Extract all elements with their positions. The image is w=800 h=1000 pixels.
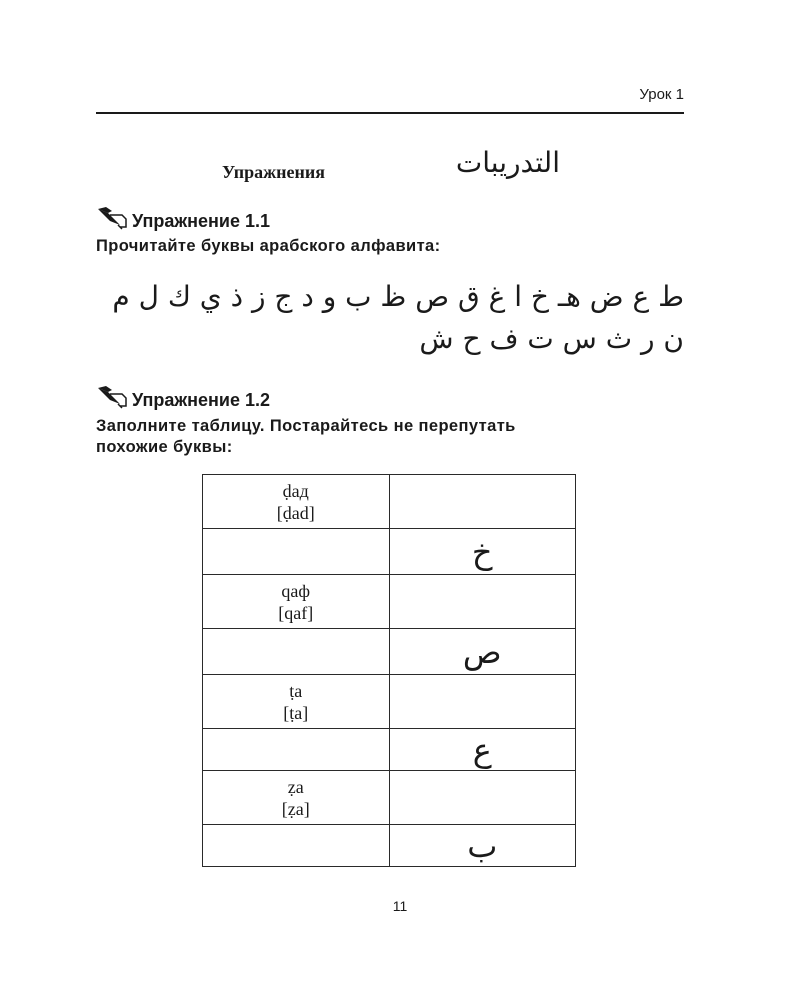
- letter-name: ḍад: [282, 480, 309, 501]
- exercise-1-instruction: Прочитайте буквы арабского алфавита:: [96, 237, 441, 255]
- letter-transliteration: [ṭa]: [283, 702, 309, 723]
- letter-name: ẓa: [287, 776, 304, 797]
- exercise-1-heading: [96, 205, 270, 231]
- table-row: [203, 629, 576, 675]
- table-row: [203, 475, 576, 529]
- arabic-alphabet-line-1: ط ع ض هـ خ ا غ ق ص ظ ب و د ج ز ذ ي ك ل م: [112, 280, 684, 313]
- table-row: [203, 529, 576, 575]
- table-cell-name: [203, 629, 390, 675]
- table-cell-letter: [389, 475, 576, 529]
- section-title-arabic: التدريبات: [455, 146, 560, 179]
- table-cell-letter: ب: [389, 825, 576, 867]
- table-row: [203, 771, 576, 825]
- table-cell-letter: [389, 675, 576, 729]
- arabic-alphabet-line-2: ن ر ث س ت ف ح ش: [419, 322, 684, 355]
- table-row: [203, 575, 576, 629]
- header-rule: [96, 112, 684, 114]
- exercise-1-title: Упражнение 1.1: [132, 211, 271, 231]
- table-cell-name: [203, 575, 390, 629]
- table-cell-name: [203, 675, 390, 729]
- table-cell-letter: [389, 575, 576, 629]
- letter-name: ṭa: [289, 680, 303, 701]
- table-cell-name: [203, 475, 390, 529]
- pencil-icon: [96, 384, 130, 410]
- table-cell-letter: ع: [389, 729, 576, 771]
- letters-table: [202, 474, 576, 867]
- exercise-2-heading: [96, 384, 270, 410]
- section-title: Упражнения: [222, 162, 326, 182]
- pencil-icon: [96, 205, 130, 231]
- letter-name: qаф: [281, 580, 311, 601]
- letter-transliteration: [ḍad]: [276, 502, 315, 523]
- page-number: 11: [392, 898, 408, 914]
- table-cell-letter: خ: [389, 529, 576, 575]
- letter-transliteration: [ẓa]: [281, 798, 310, 819]
- table-row: [203, 825, 576, 867]
- letter-transliteration: [qaf]: [278, 602, 314, 623]
- exercise-2-instruction-line-2: похожие буквы:: [96, 438, 233, 456]
- table-cell-name: [203, 771, 390, 825]
- table-cell-name: [203, 529, 390, 575]
- table-cell-name: [203, 729, 390, 771]
- table-row: [203, 675, 576, 729]
- exercise-2-title: Упражнение 1.2: [132, 390, 271, 410]
- table-row: [203, 729, 576, 771]
- exercise-2-instruction-line-1: Заполните таблицу. Постарайтесь не перепутать: [96, 417, 516, 435]
- table-cell-letter: [389, 771, 576, 825]
- running-head: Урок 1: [639, 86, 684, 103]
- table-cell-name: [203, 825, 390, 867]
- table-cell-letter: ص: [389, 629, 576, 675]
